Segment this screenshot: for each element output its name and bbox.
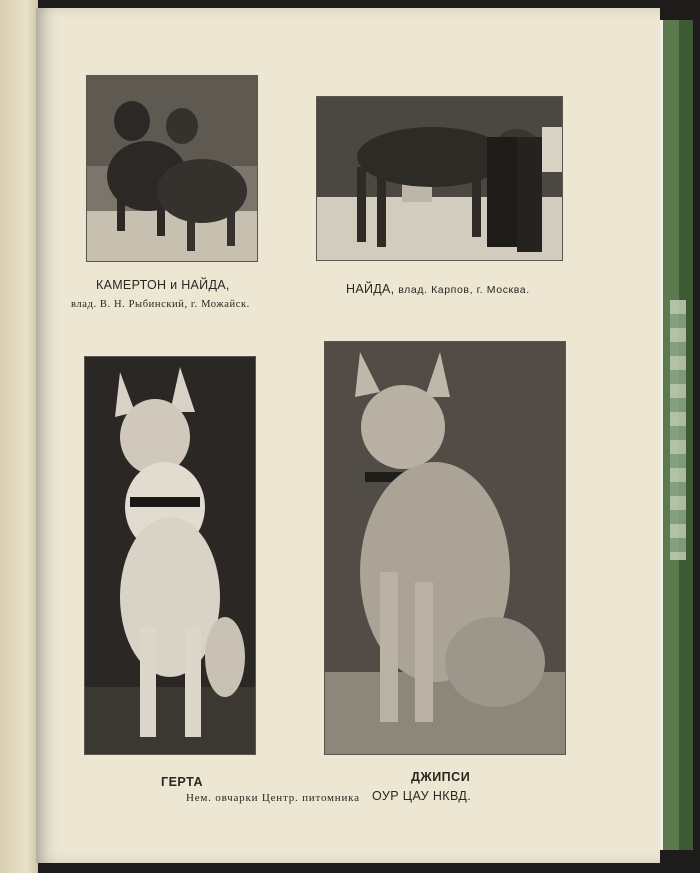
photo-dzhipsi <box>324 341 566 755</box>
caption-top-left-names: КАМЕРТОН и НАЙДА, <box>96 278 230 292</box>
footer-org: ОУР ЦАУ НКВД. <box>372 789 472 803</box>
caption-top-left-owner: влад. В. Н. Рыбинский, г. Можайск. <box>71 299 250 310</box>
caption-top-right-owner: влад. Карпов, г. Москва. <box>398 284 530 296</box>
left-page-edge <box>0 0 38 873</box>
photo-naida <box>316 96 563 261</box>
photo-gerta <box>84 356 256 755</box>
book-page <box>36 8 660 863</box>
photo-kamerton-and-naida <box>86 75 258 262</box>
caption-dzhipsi: ДЖИПСИ <box>411 770 471 784</box>
caption-top-right-names <box>346 282 530 296</box>
caption-top-right-name: НАЙДА, <box>346 282 395 296</box>
caption-gerta: ГЕРТА <box>161 775 203 789</box>
footer-note: Нем. овчарки Центр. питомника <box>186 792 360 804</box>
book-spine-strip <box>670 300 686 560</box>
